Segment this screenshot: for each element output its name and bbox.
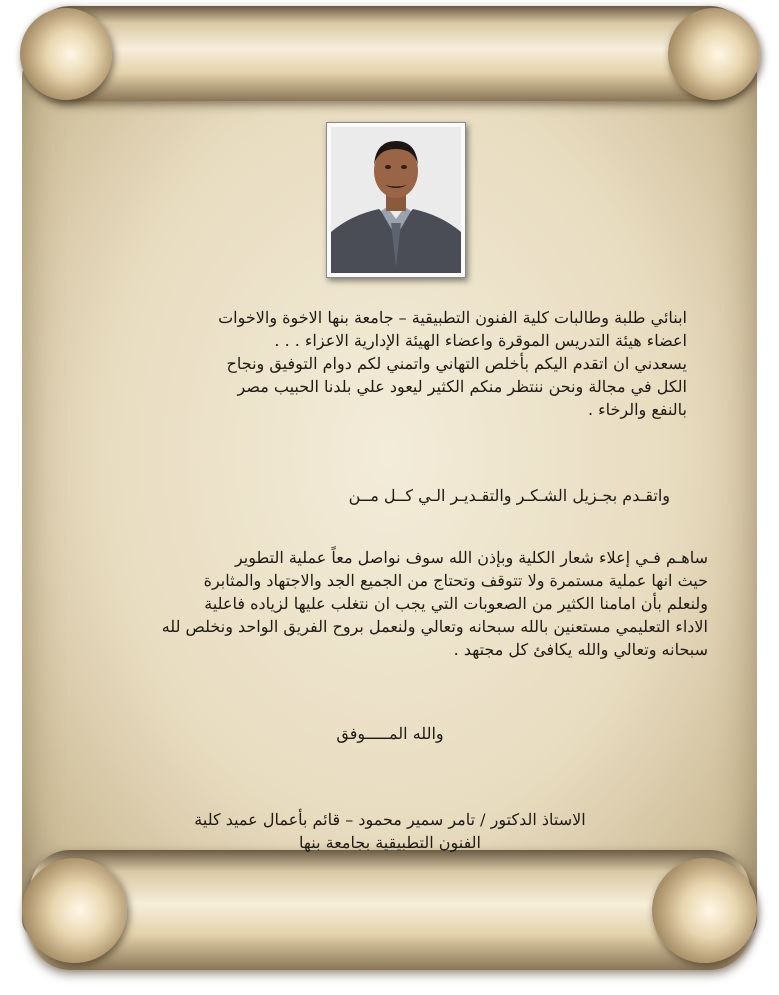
signature-line: الفنون التطبيقية بجامعة بنها	[299, 833, 481, 852]
body-line: سبحانه وتعالي والله يكافئ كل مجتهد .	[453, 640, 708, 659]
body-paragraph	[62, 546, 708, 661]
portrait-photo	[331, 127, 461, 273]
body-line: ساهـم فـي إعلاء شعار الكلية وبإذن الله سوف نواصل معاً عملية التطوير	[234, 548, 708, 567]
signature-block	[110, 808, 670, 854]
body-line: ولنعلم بأن امامنا الكثير من الصعوبات التي يجب ان نتغلب عليها لزياده فاعلية	[204, 594, 708, 613]
scroll-curl-top-left	[20, 8, 112, 100]
portrait-illustration	[331, 127, 461, 273]
body-line: الاداء التعليمي مستعنين بالله سبحانه وتعالي ولنعمل بروح الفريق الواحد ونخلص لله	[161, 617, 708, 636]
greeting-line: الكل في مجالة ونحن ننتظر منكم الكثير ليعود علي بلدنا الحبيب مصر	[237, 377, 687, 396]
scroll-curl-bottom-right	[652, 858, 757, 963]
greeting-line: اعضاء هيئة التدريس الموقرة واعضاء الهيئة الإدارية الاعزاء . . .	[274, 331, 687, 350]
scroll-curl-bottom-left	[22, 858, 127, 963]
signature-line: الاستاذ الدكتور / تامر سمير محمود – قائم بأعمال عميد كلية	[194, 810, 586, 829]
greeting-line: يسعدني ان اتقدم اليكم بأخلص التهاني واتمني لكم دوام التوفيق ونجاح	[226, 354, 687, 373]
greeting-line: بالنفع والرخاء .	[587, 400, 687, 419]
thanks-line: واتقـدم بجـزيل الشـكـر والتقـديـر الـي كــل مــن	[348, 486, 670, 505]
scroll-bottom-roll	[30, 850, 750, 970]
body-line: حيث انها عملية مستمرة ولا تتوقف وتحتاج من الجميع الجد والاجتهاد والمثابرة	[203, 571, 708, 590]
closing-line: والله المـــــوفق	[336, 724, 444, 743]
scroll-curl-top-right	[668, 8, 760, 100]
greeting-paragraph	[95, 306, 687, 421]
scroll-top-roll	[30, 6, 750, 101]
greeting-line: ابنائي طلبة وطالبات كلية الفنون التطبيقية – جامعة بنها الاخوة والاخوات	[218, 308, 687, 327]
portrait-frame	[326, 122, 466, 278]
